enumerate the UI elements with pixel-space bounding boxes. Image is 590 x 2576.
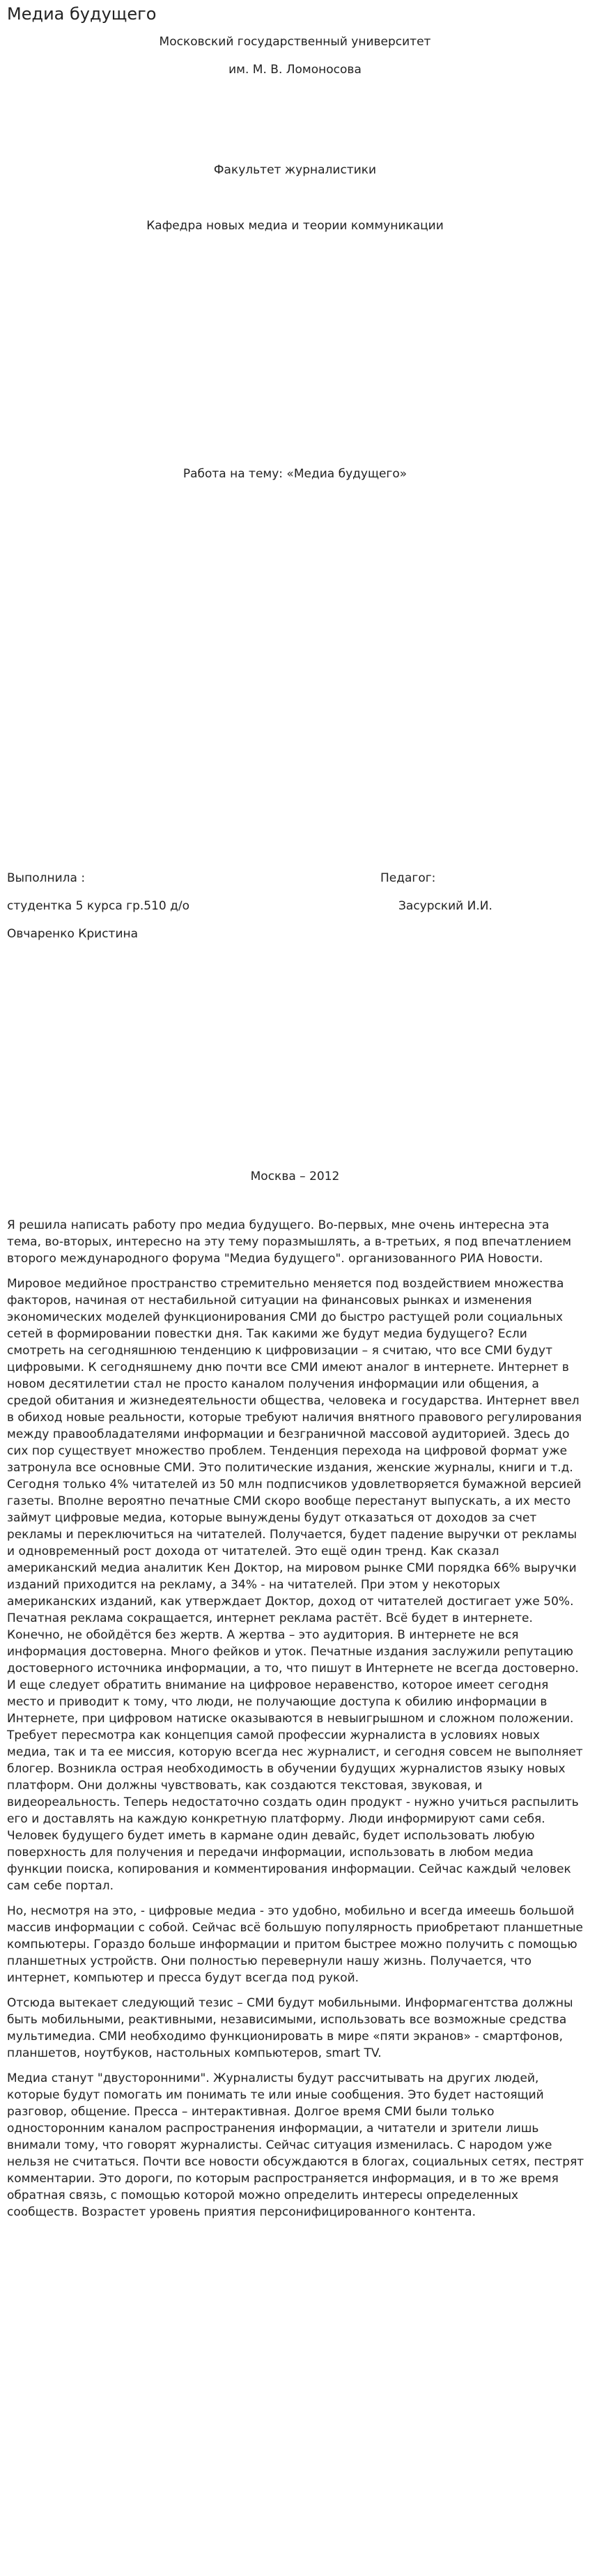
teacher-label: Педагог:	[380, 871, 436, 885]
performed-by-label: Выполнила :	[7, 871, 86, 885]
work-topic: Работа на тему: «Медиа будущего»	[183, 467, 407, 481]
teacher-name: Засурский И.И.	[398, 899, 492, 913]
faculty-name: Факультет журналистики	[213, 163, 377, 177]
paragraph-mobile-media: Отсюда вытекает следующий тезис – СМИ будут мобильными. Информагентства должны быть мобильными, реактивными, независимыми, использовать все возможные средства мультимедиа. СМИ необходимо функционировать в мире «пяти экранов» - смартфонов, планшетов, ноутбуков, настольных компьютеров, smart TV.	[7, 1996, 573, 2060]
paragraph-two-way-media: Медиа станут "двусторонними". Журналисты будут рассчитывать на других людей, которые будут помогать им понимать те или иные сообщения. Это будет настоящий разговор, общение. Пресса – интерактивная. Долгое время СМИ были только односторонним каналом распространения информации, а читатели и зрители лишь внимали тому, что говорят журналисты. Сейчас ситуация изменилась. С народом уже нельзя не считаться. Почти все новости обсуждаются в блогах, социальных сетях, пестрят комментарии. Это дороги, по которым распространяется информация, и в то же время обратная связь, с помощью которой можно определить интересы определенных сообществ. Возрастет уровень приятия персонифицированного контента.	[7, 2071, 584, 2219]
university-name-line2: им. М. В. Ломоносова	[228, 63, 362, 77]
university-name: Московский государственный университет	[159, 35, 431, 49]
document-title: Медиа будущего	[7, 4, 157, 24]
paragraph-tablets: Но, несмотря на это, - цифровые медиа - это удобно, мобильно и всегда имеешь большой массив информации с собой. Сейчас всё большую популярность приобретают планшетные компьютеры. Гораздо больше информации и притом быстрее можно получить с помощью планшетных устройств. Они полностью перевернули нашу жизнь. Получается, что интернет, компьютер и пресса будут всегда под рукой.	[7, 1904, 583, 1985]
department-name: Кафедра новых медиа и теории коммуникации	[146, 219, 444, 233]
paragraph-digital-media: Мировое медийное пространство стремительно меняется под воздействием множества факторов, начиная от нестабильной ситуации на финансовых рынках и изменения экономических моделей функционирования СМИ до быстро растущей роли социальных сетей в формировании повестки дня. Так какими же будут медиа будущего? Если смотреть на сегодняшнюю тенденцию к цифровизации – я считаю, что все СМИ будут цифровыми. К сегодняшнему дню почти все СМИ имеют аналог в интернете. Интернет в новом десятилетии стал не просто каналом получения информации или общения, а средой обитания и жизнедеятельности общества, человека и государства. Интернет ввел в обиход новые реальности, которые требуют наличия внятного правового регулирования между правообладателями информации и безграничной массовой аудиторией. Здесь до сих пор существует множество проблем. Тенденция перехода на цифровой формат уже затронула все основные СМИ. Это политические издания, женские журналы, книги и т.д. Сегодня только 4% читателей из 50 млн подписчиков удовлетворяется бумажной версией газеты. Вполне вероятно печатные СМИ скоро вообще перестанут выпускать, а их место займут цифровые медиа, которые вынуждены будут отказаться от доходов за счет рекламы и переключиться на читателей. Получается, будет падение выручки от рекламы и одновременный рост дохода от читателей. Это ещё один тренд. Как сказал американский медиа аналитик Кен Доктор, на мировом рынке СМИ порядка 66% выручки изданий приходится на рекламу, а 34% - на читателей. При этом у некоторых американских изданий, как утверждает Доктор, доход от читателей достигает уже 50%. Печатная реклама сокращается, интернет реклама растёт. Всё будет в интернете. Конечно, не обойдётся без жертв. А жертва – это аудитория. В интернете не вся информация достоверна. Много фейков и уток. Печатные издания заслужили репутацию достоверного источника информации, а то, что пишут в Интернете не всегда достоверно. И еще следует обратить внимание на цифровое неравенство, которое имеет сегодня место и приводит к тому, что люди, не получающие доступа к обилию информации в Интернете, при цифровом натиске оказываются в невыигрышном и сложном положении. Требует пересмотра как концепция самой профессии журналиста в условиях новых медиа, так и та ее миссия, которую всегда нес журналист, и сегодня совсем не выполняет блогер. Возникла острая необходимость в обучении будущих журналистов языку новых платформ. Они должны чувствовать, как создаются текстовая, звуковая, и видеореальность. Теперь недостаточно создать один продукт - нужно учиться распылить его и доставлять на каждую конкретную платформу. Люди информируют сами себя. Человек будущего будет иметь в кармане один девайс, будет использовать любую поверхность для получения и передачи информации, использовать в любом медиа функции поиска, копирования и комментирования информации. Сейчас каждый человек сам себе портал.	[7, 1277, 583, 1893]
paragraph-intro: Я решила написать работу про медиа будущего. Во-первых, мне очень интересна эта тема, во-вторых, интересно на эту тему поразмышлять, а в-третьих, я под впечатлением второго международного форума "Медиа будущего". организованного РИА Новости.	[7, 1218, 572, 1266]
student-info: студентка 5 курса гр.510 д/о	[7, 899, 189, 913]
essay-body	[7, 1217, 587, 2229]
student-name: Овчаренко Кристина	[7, 927, 139, 941]
city-year: Москва – 2012	[250, 1170, 340, 1183]
